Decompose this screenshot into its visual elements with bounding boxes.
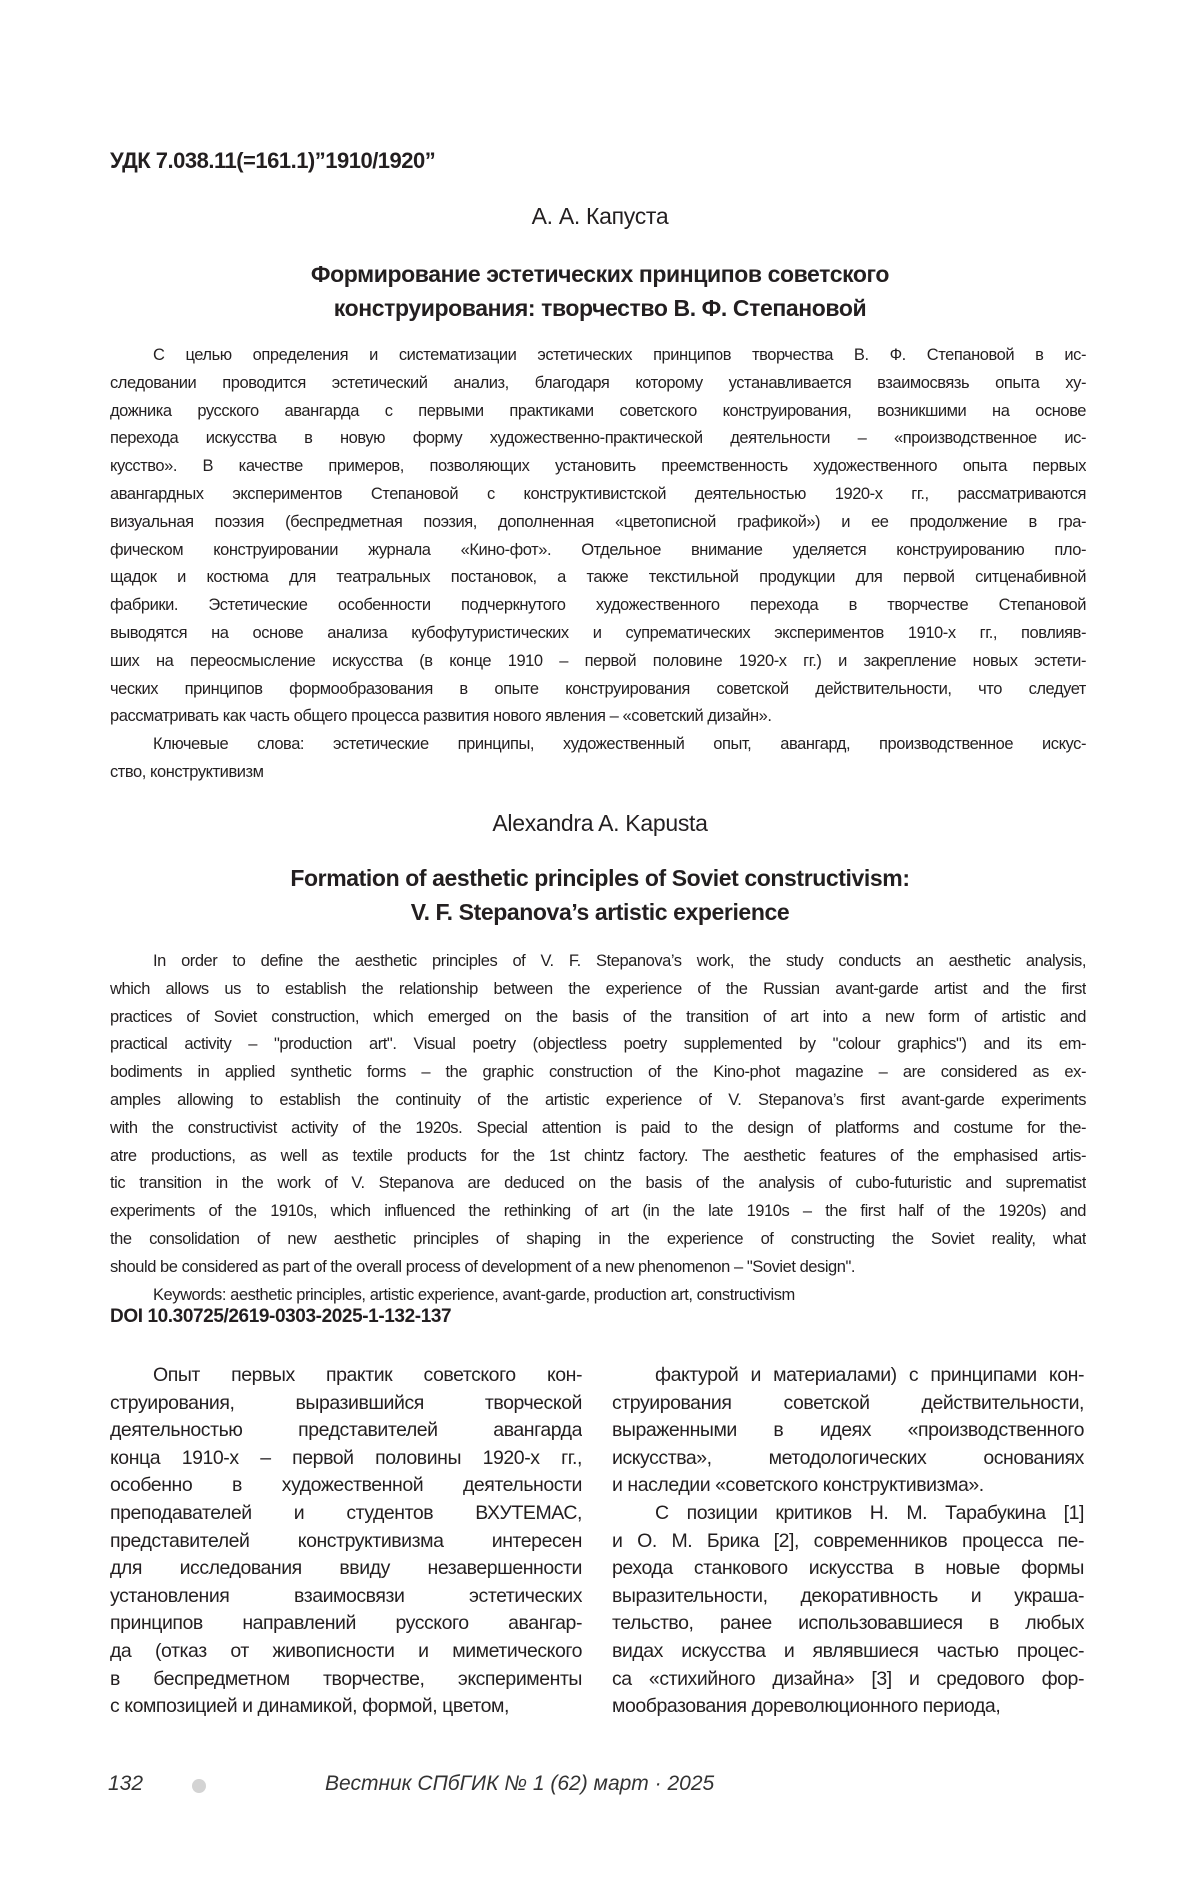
text-line: фактурой и материалами) с принципами кон- [655,1364,1084,1386]
text-line: струирования советской действительности, [612,1391,1084,1414]
text-line: щадок и костюма для театральных постановок, а также текстильной продукции для первой ситценабивной [110,568,1086,587]
text-line: выводятся на основе анализа кубофутуристических и супрематических экспериментов 1910-х гг., повлияв- [110,623,1086,642]
text-line: кусство». В качестве примеров, позволяющих установить преемственность художественного опыта первых [110,457,1086,476]
footer-dot-icon [192,1779,206,1793]
text-line: Опыт первых практик советского кон- [153,1364,582,1386]
author-ru: А. А. Капуста [531,203,669,229]
title-en-line: Formation of aesthetic principles of Soviet constructivism: [290,865,910,891]
text-line: practices of Soviet construction, which emerged on the basis of the transition of art into a new form of artistic and [110,1007,1086,1026]
text-line: преподавателей и студентов ВХУТЕМАС, [110,1501,582,1524]
text-line: С позиции критиков Н. М. Тарабукина [1] [655,1501,1084,1524]
text-line: tic transition in the work of V. Stepanova are deduced on the basis of the analysis of cubo-futuristic and suprematist [110,1174,1086,1193]
journal-name: Вестник СПбГИК № 1 (62) март · 2025 [325,1772,715,1795]
text-line: установления взаимосвязи эстетических [110,1584,582,1607]
title-ru [0,257,1200,325]
text-line: the consolidation of new aesthetic principles of shaping in the experience of constructing the Soviet reality, what [110,1229,1086,1248]
text-line: выразительности, декоративность и украша- [612,1584,1084,1607]
text-line: да (отказ от живописности и миметического [110,1639,582,1662]
title-ru-line: конструирования: творчество В. Ф. Степановой [333,295,867,321]
text-line: In order to define the aesthetic principles of V. F. Stepanova’s work, the study conducts an aesthetic analysis, [153,952,1086,970]
abstract-en [110,948,1086,1309]
text-line: са «стихийного дизайна» [3] и средового фор- [612,1667,1084,1690]
text-line: выраженными в идеях «производственного [612,1419,1084,1442]
text-line: Keywords: aesthetic principles, artistic experience, avant-garde, production art, constructivism [153,1285,795,1304]
text-line: с композицией и динамикой, формой, цветом, [110,1695,509,1718]
abstract-ru [110,342,1086,787]
title-en-line: V. F. Stepanova’s artistic experience [410,899,790,925]
text-line: bodiments in applied synthetic forms – the graphic construction of the Kino-phot magazine – are considered as ex- [110,1063,1086,1082]
text-line: визуальная поэзия (беспредметная поэзия, дополненная «цветописной графикой») и ее продолжение в гра- [110,512,1086,531]
text-line: тельство, ранее использовавшиеся в любых [612,1612,1084,1635]
text-line: представителей конструктивизма интересен [110,1529,582,1552]
text-line: Ключевые слова: эстетические принципы, художественный опыт, авангард, производственное искус- [153,735,1086,754]
text-line: струирования, выразившийся творческой [110,1391,582,1414]
text-line: фабрики. Эстетические особенности подчеркнутого художественного перехода в творчестве Степановой [110,596,1086,615]
text-line: авангардных экспериментов Степановой с конструктивистской деятельностью 1920-х гг., рассматриваются [110,484,1086,503]
text-line: деятельностью представителей авангарда [110,1419,582,1442]
text-line: в беспредметном творчестве, эксперименты [110,1667,582,1690]
title-en [0,861,1200,929]
text-line: мообразования дореволюционного периода, [612,1695,1001,1718]
text-line: atre productions, as well as textile products for the 1st chintz factory. The aesthetic features of the emphasised artis- [110,1146,1086,1165]
text-line: ство, конструктивизм [110,762,264,781]
text-line: experiments of the 1910s, which influenced the rethinking of art (in the late 1910s – the first half of the 1920s) and [110,1202,1086,1221]
text-line: искусства», методологических основаниях [612,1446,1084,1469]
body-column-right [612,1362,1084,1721]
text-line: practical activity – "production art". Visual poetry (objectless poetry supplemented by "colour graphics") and its em- [110,1035,1086,1054]
text-line: with the constructivist activity of the 1920s. Special attention is paid to the design of platforms and costume for the- [110,1118,1086,1137]
text-line: ших на переосмысление искусства (в конце 1910 – первой половине 1920-х гг.) и закрепление новых эстети- [110,651,1086,670]
text-line: перехода искусства в новую форму художественно-практической деятельности – «производственное ис- [110,429,1086,448]
text-line: для исследования ввиду незавершенности [110,1557,582,1580]
text-line: и наследии «советского конструктивизма». [612,1474,984,1497]
text-line: рехода станкового искусства в новые формы [612,1557,1084,1580]
text-line: следовании проводится эстетический анализ, благодаря которому устанавливается взаимосвязь опыта ху- [110,373,1086,392]
text-line: amples allowing to establish the continuity of the artistic experience of V. Stepanova’s first avant-garde experiments [110,1090,1086,1109]
text-line: конца 1910-х – первой половины 1920-х гг., [110,1446,582,1469]
text-line: особенно в художественной деятельности [110,1474,582,1497]
text-line: видах искусства и являвшиеся частью процес- [612,1639,1084,1662]
text-line: which allows us to establish the relationship between the experience of the Russian avant-garde artist and the first [110,979,1086,998]
doi: DOI 10.30725/2619-0303-2025-1-132-137 [110,1306,452,1327]
title-ru-line: Формирование эстетических принципов советского [310,261,890,287]
body-column-left [110,1362,582,1721]
text-line: ческих принципов формообразования в опыте конструирования советской действительности, что следует [110,679,1086,698]
udk-code: УДК 7.038.11(=161.1)”1910/1920” [110,148,436,173]
text-line: рассматривать как часть общего процесса развития нового явления – «советский дизайн». [110,707,772,726]
text-line: и О. М. Брика [2], современников процесса пе- [612,1529,1084,1552]
text-line: С целью определения и систематизации эстетических принципов творчества В. Ф. Степановой в ис- [153,346,1086,364]
text-line: фическом конструировании журнала «Кино-фот». Отдельное внимание уделяется конструированию пло- [110,540,1086,559]
text-line: should be considered as part of the overall process of development of a new phenomenon – "Soviet design". [110,1257,856,1276]
page-number: 132 [108,1772,144,1795]
text-line: принципов направлений русского авангар- [110,1612,582,1635]
author-en: Alexandra A. Kapusta [492,810,708,836]
text-line: дожника русского авангарда с первыми практиками советского конструирования, возникшими на основе [110,401,1086,420]
